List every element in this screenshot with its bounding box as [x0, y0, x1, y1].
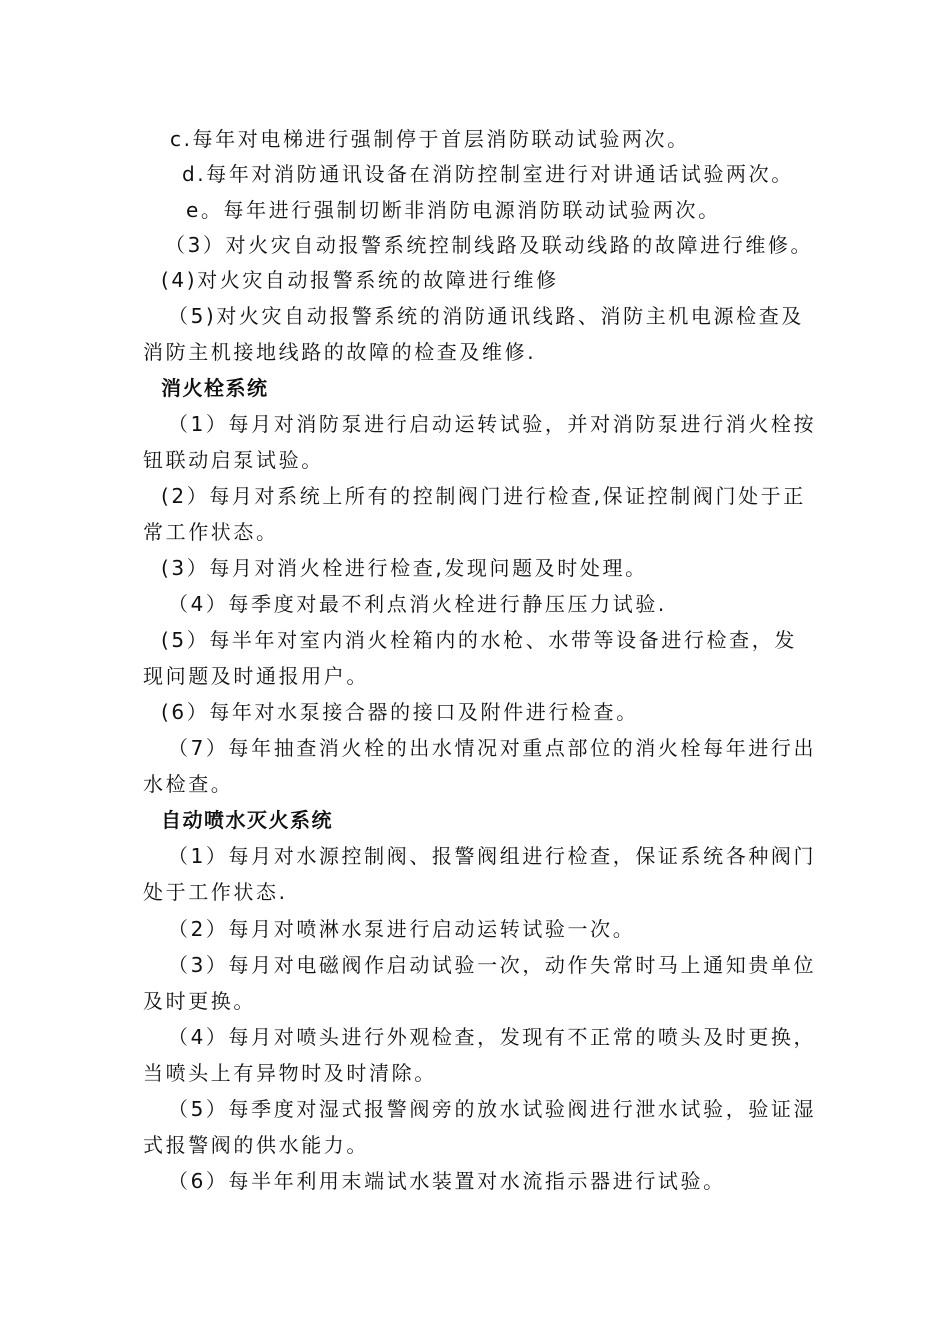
text-line-hydrant-2-cont: 常工作状态。 — [143, 520, 279, 544]
text-line-e: e。每年进行强制切断非消防电源消防联动试验两次。 — [186, 198, 721, 222]
text-line-hydrant-5-cont: 现问题及时通报用户。 — [143, 664, 369, 688]
text-line-hydrant-6: (6）每年对水泵接合器的接口及附件进行检查。 — [161, 700, 639, 724]
text-line-sprinkler-3-cont: 及时更换。 — [143, 989, 256, 1013]
text-line-sprinkler-5: （5）每季度对湿式报警阀旁的放水试验阀进行泄水试验，验证湿 — [168, 1097, 817, 1121]
text-line-alarm-5: （5)对火灾自动报警系统的消防通讯线路、消防主机电源检查及 — [168, 304, 804, 328]
text-line-hydrant-5: (5）每半年对室内消火栓箱内的水枪、水带等设备进行检查，发 — [161, 628, 797, 652]
text-line-sprinkler-1-cont: 处于工作状态. — [143, 880, 288, 904]
text-line-sprinkler-1: （1）每月对水源控制阀、报警阀组进行检查，保证系统各种阀门 — [168, 844, 817, 868]
text-line-sprinkler-4-cont: 当喷头上有异物时及时清除。 — [143, 1061, 437, 1085]
text-line-alarm-5-cont: 消防主机接地线路的故障的检查及维修. — [143, 340, 537, 364]
text-line-sprinkler-3: （3）每月对电磁阀作启动试验一次，动作失常时马上通知贵单位 — [168, 953, 817, 977]
text-line-sprinkler-4: （4）每月对喷头进行外观检查，发现有不正常的喷头及时更换， — [168, 1025, 817, 1049]
text-line-hydrant-1: （1）每月对消防泵进行启动运转试验，并对消防泵进行消火栓按 — [168, 412, 817, 436]
text-line-hydrant-2: (2）每月对系统上所有的控制阀门进行检查,保证控制阀门处于正 — [161, 484, 806, 508]
text-line-sprinkler-5-cont: 式报警阀的供水能力。 — [143, 1133, 369, 1157]
text-line-hydrant-1-cont: 钮联动启泵试验。 — [143, 448, 324, 472]
section-heading-hydrant: 消火栓系统 — [161, 376, 269, 400]
text-line-hydrant-4: （4）每季度对最不利点消火栓进行静压压力试验. — [168, 592, 667, 616]
text-line-alarm-3: （3）对火灾自动报警系统控制线路及联动线路的故障进行维修。 — [165, 233, 814, 257]
text-line-d: d.每年对消防通讯设备在消防控制室进行对讲通话试验两次。 — [182, 162, 794, 186]
text-line-alarm-4: (4)对火灾自动报警系统的故障进行维修 — [161, 268, 559, 292]
text-line-hydrant-7-cont: 水检查。 — [143, 772, 234, 796]
text-line-sprinkler-6: （6）每半年利用末端试水装置对水流指示器进行试验。 — [168, 1169, 726, 1193]
text-line-hydrant-7: （7）每年抽查消火栓的出水情况对重点部位的消火栓每年进行出 — [168, 736, 817, 760]
section-heading-sprinkler: 自动喷水灭火系统 — [161, 808, 333, 832]
text-line-c: c.每年对电梯进行强制停于首层消防联动试验两次。 — [170, 127, 690, 151]
text-line-sprinkler-2: （2）每月对喷淋水泵进行启动运转试验一次。 — [168, 917, 636, 941]
text-line-hydrant-3: (3）每月对消火栓进行检查,发现问题及时处理。 — [161, 556, 648, 580]
